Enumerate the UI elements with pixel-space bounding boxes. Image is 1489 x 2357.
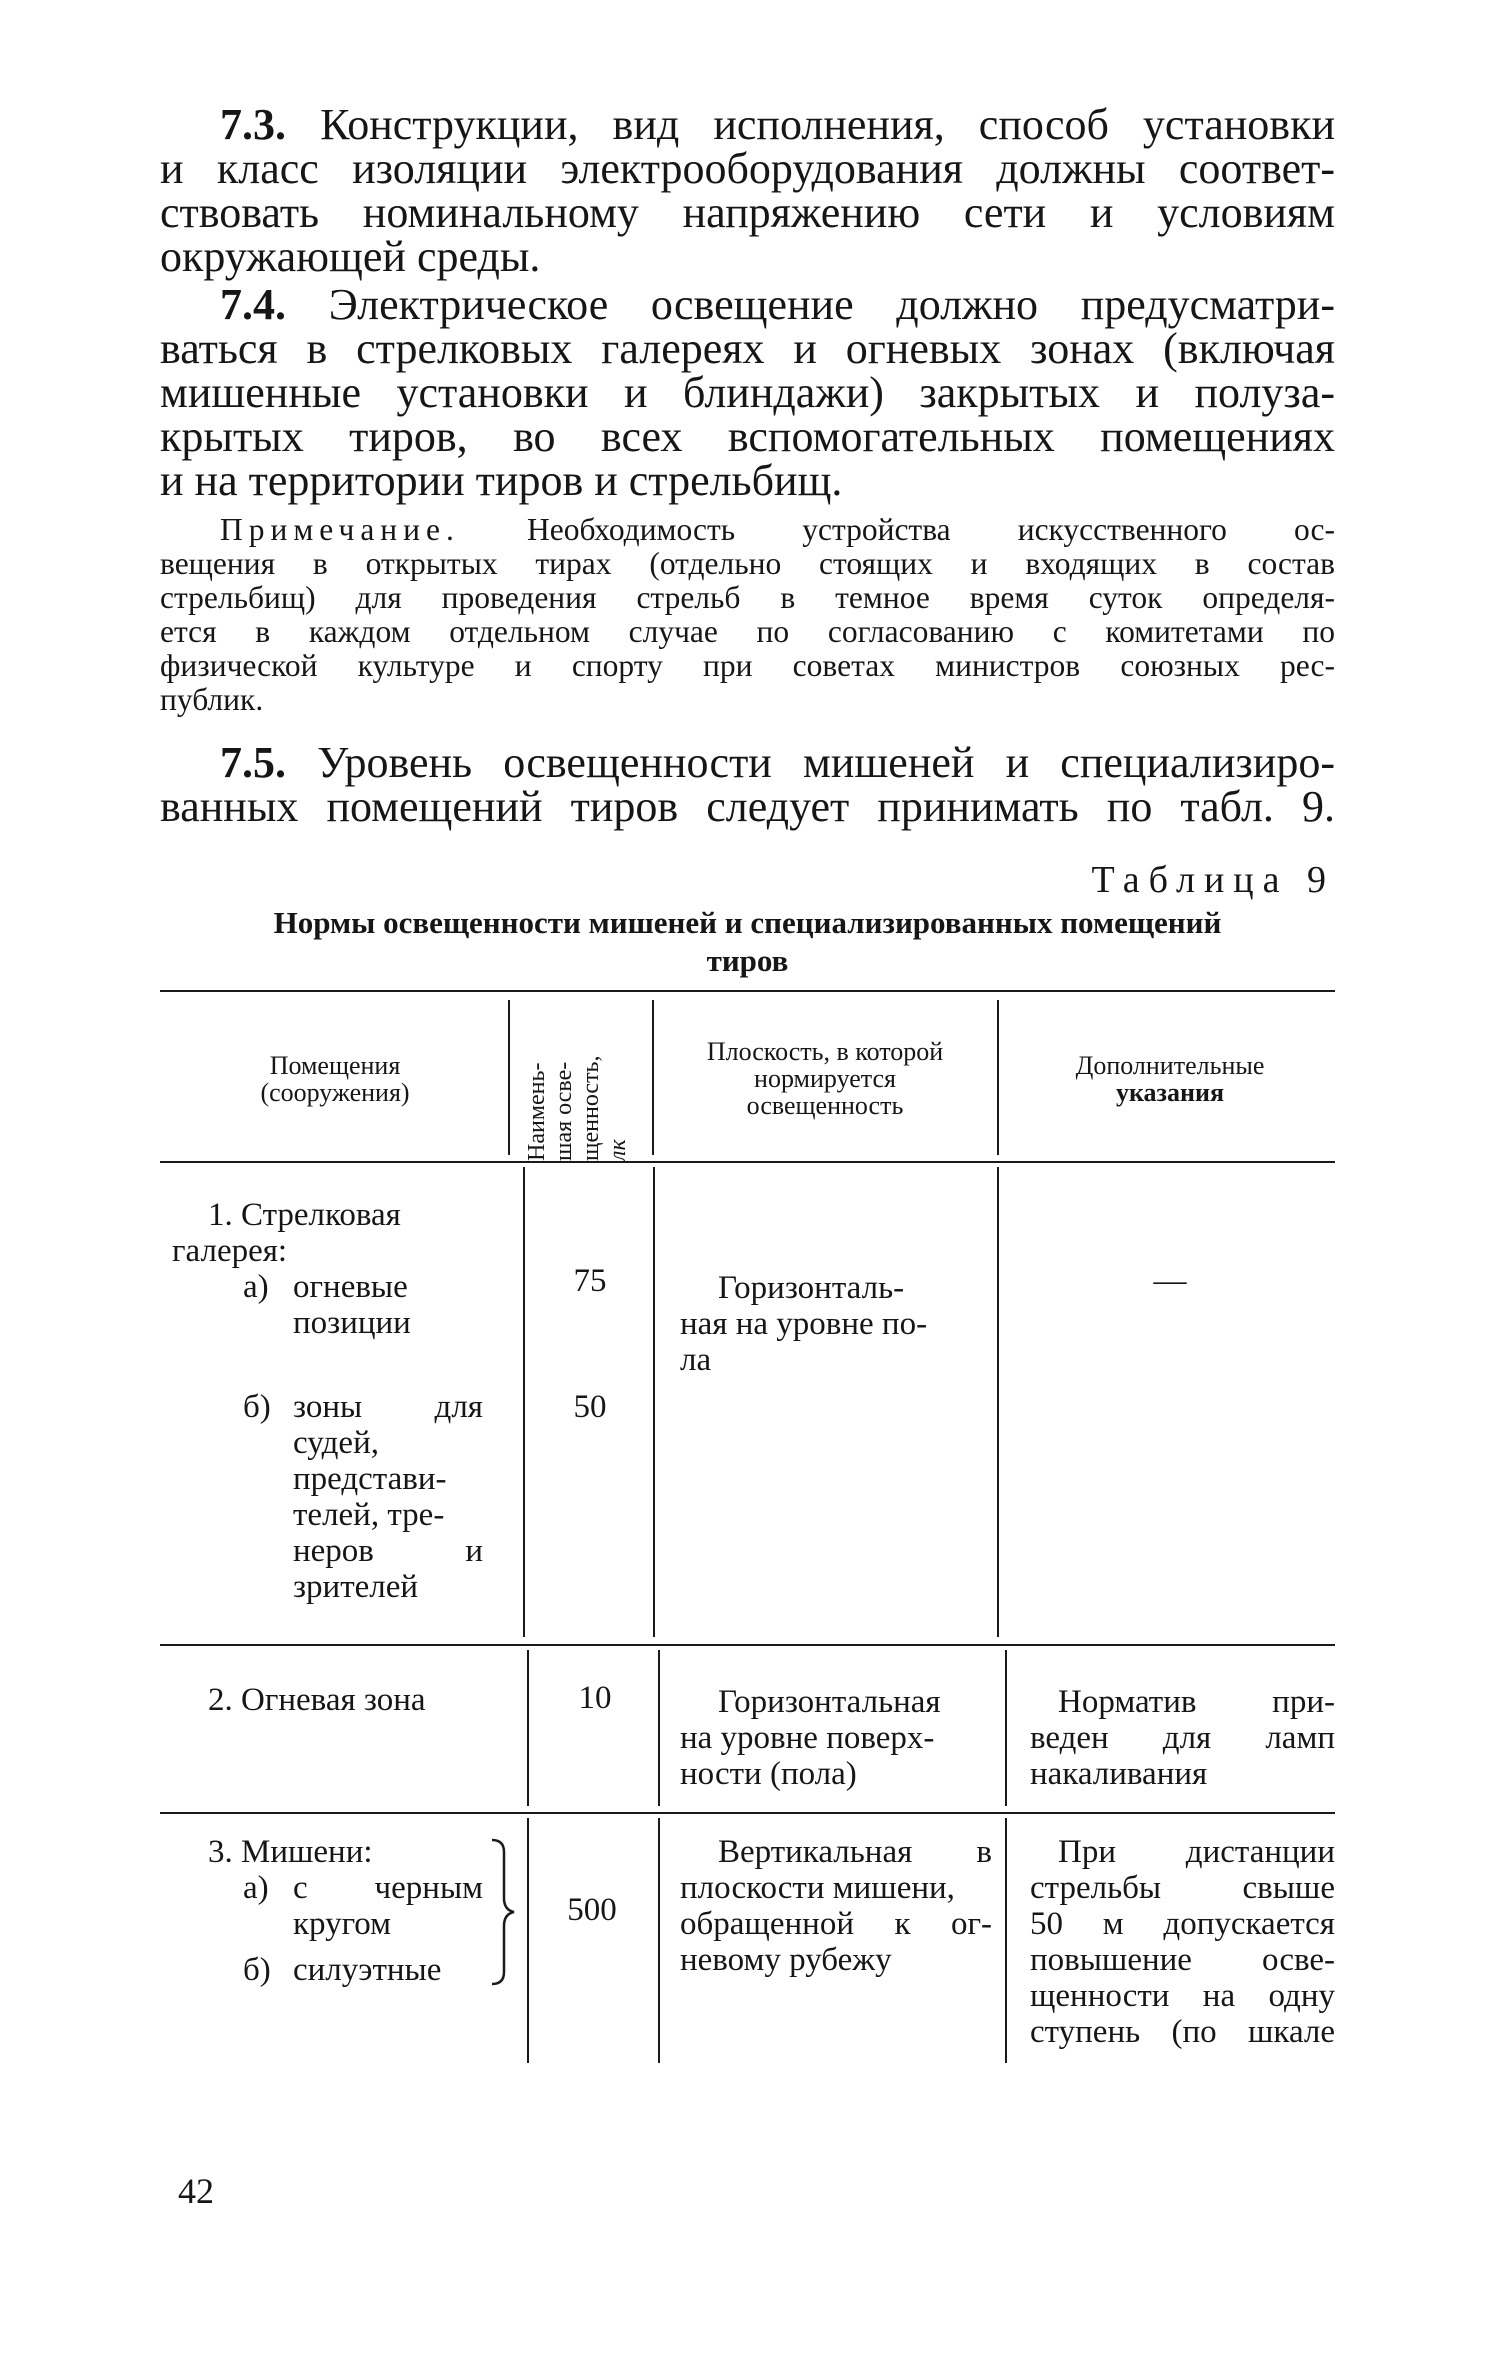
row-divider xyxy=(160,1812,1335,1814)
text-line: физической культуре и спорту при советах министров союзных рес- xyxy=(160,648,1335,683)
row3-lux: 500 xyxy=(567,1892,617,1928)
header-illuminance xyxy=(518,1009,638,1161)
row-text: веден для ламп xyxy=(1030,1720,1335,1756)
text-line: мишенные установки и блиндажи) закрытых и полуза- xyxy=(160,368,1335,417)
row-text: зрителей xyxy=(293,1569,419,1605)
text-line: ствовать номинальному напряжению сети и условиям xyxy=(160,188,1335,237)
paragraph-7-5 xyxy=(160,738,1336,831)
column-rule xyxy=(653,1167,655,1637)
row-text: телей, тре- xyxy=(293,1497,445,1533)
item-label: б) xyxy=(243,1389,271,1425)
paragraph-number: 7.5. xyxy=(220,738,286,787)
row3-item-a xyxy=(243,1870,483,1942)
row-text: судей, xyxy=(293,1425,379,1461)
row2-lux: 10 xyxy=(578,1680,612,1716)
header-text: нормируется xyxy=(754,1064,896,1093)
text-line: Необходимость устройства искусственного ос- xyxy=(526,512,1335,547)
row-text: галерея: xyxy=(172,1233,288,1269)
header-text: (сооружения) xyxy=(260,1078,410,1107)
row-text: стрельбы свыше xyxy=(1030,1870,1335,1906)
row-text: 1. Стрелковая xyxy=(208,1197,401,1233)
header-text: указания xyxy=(1115,1078,1225,1107)
note-label: Примечание. xyxy=(220,512,460,547)
header-rooms xyxy=(175,1052,495,1106)
column-rule xyxy=(523,1167,525,1637)
row-text: огневые xyxy=(293,1269,408,1305)
table-title xyxy=(160,904,1335,980)
row-text: зоны для xyxy=(293,1389,483,1425)
note xyxy=(160,513,1335,717)
row-text: плоскости мишени, xyxy=(680,1870,955,1906)
row3-extra xyxy=(1030,1834,1335,2050)
text-line: окружающей среды. xyxy=(160,232,541,281)
row-text: представи- xyxy=(293,1461,447,1497)
row-text: обращенной к ог- xyxy=(680,1906,992,1942)
table-top-rule xyxy=(160,990,1335,992)
text-line: вещения в открытых тирах (отдельно стоящих и входящих в состав xyxy=(160,546,1335,581)
header-text: щенность, xyxy=(578,1055,604,1161)
row1-lux-b: 50 xyxy=(573,1389,607,1425)
paragraph-7-4 xyxy=(160,280,1336,505)
row3-item-b xyxy=(243,1952,493,1988)
header-text: Плоскость, в которой xyxy=(706,1037,944,1066)
row-text: ступень (по шкале xyxy=(1030,2014,1335,2050)
header-bottom-rule xyxy=(160,1161,1335,1163)
row-text: Вертикальная в xyxy=(718,1834,992,1870)
column-rule xyxy=(508,1000,510,1155)
row-text: неров и xyxy=(293,1533,483,1569)
row-text: Горизонталь- xyxy=(718,1270,905,1306)
row1-lux-a: 75 xyxy=(573,1263,607,1299)
row-text: с черным xyxy=(293,1870,483,1906)
table-title-line: Нормы освещенности мишеней и специализированных помещений xyxy=(273,905,1222,940)
item-label: а) xyxy=(243,1870,269,1906)
header-unit: лк xyxy=(605,1139,631,1161)
text-line: Уровень освещенности мишеней и специализиро- xyxy=(317,738,1336,787)
text-line: публик. xyxy=(160,682,264,717)
row-text: кругом xyxy=(293,1906,392,1942)
row2-room: 2. Огневая зона xyxy=(208,1682,426,1718)
row1-item-b xyxy=(243,1389,483,1605)
table-caption: Таблица 9 xyxy=(1091,859,1335,901)
row-text: Норматив при- xyxy=(1058,1684,1335,1720)
row-text: невому рубежу xyxy=(680,1942,892,1978)
text-line: ваться в стрелковых галереях и огневых зонах (включая xyxy=(160,324,1335,373)
header-plane xyxy=(660,1038,990,1119)
header-text: Дополнительные xyxy=(1075,1051,1265,1080)
paragraph-number: 7.4. xyxy=(220,280,286,329)
column-rule xyxy=(527,1650,529,1806)
row-text: Горизонтальная xyxy=(718,1684,941,1720)
column-rule xyxy=(658,1818,660,2063)
row-text: щенности на одну xyxy=(1030,1978,1335,2014)
column-rule xyxy=(1005,1650,1007,1806)
text-line: ется в каждом отдельном случае по согласованию с комитетами по xyxy=(160,614,1335,649)
table-title-line: тиров xyxy=(706,943,789,978)
text-line: и класс изоляции электрооборудования должны соответ- xyxy=(160,144,1335,193)
column-rule xyxy=(658,1650,660,1806)
text-line: и на территории тиров и стрельбищ. xyxy=(160,456,843,505)
page-number: 42 xyxy=(178,2171,214,2211)
column-rule xyxy=(997,1167,999,1637)
row-text: ла xyxy=(680,1342,712,1378)
text-line: Конструкции, вид исполнения, способ установки xyxy=(320,100,1335,149)
row-text: ная на уровне по- xyxy=(680,1306,928,1342)
text-line: стрельбищ) для проведения стрельб в темное время суток определя- xyxy=(160,580,1335,615)
text-line: ванных помещений тиров следует принимать по табл. 9. xyxy=(160,782,1335,831)
row1-plane xyxy=(680,1270,1010,1378)
item-label: а) xyxy=(243,1269,269,1305)
header-text: освещенность xyxy=(746,1091,904,1120)
row1-room xyxy=(172,1197,517,1269)
column-rule xyxy=(652,1000,654,1155)
row-text: повышение осве- xyxy=(1030,1942,1335,1978)
row3-room: 3. Мишени: xyxy=(208,1834,373,1870)
header-text: шая осве- xyxy=(551,1061,577,1161)
row2-plane xyxy=(680,1684,992,1792)
row1-extra: — xyxy=(1153,1263,1187,1299)
row-text: накаливания xyxy=(1030,1756,1208,1792)
row2-extra xyxy=(1030,1684,1335,1792)
header-extra xyxy=(1005,1052,1335,1106)
text-line: Электрическое освещение должно предусматри- xyxy=(328,280,1336,329)
row-text: При дистанции xyxy=(1058,1834,1335,1870)
row-text: силуэтные xyxy=(293,1952,442,1988)
header-text: Наимень- xyxy=(524,1062,550,1161)
item-label: б) xyxy=(243,1952,271,1988)
text-line: крытых тиров, во всех вспомогательных помещениях xyxy=(160,412,1335,461)
row3-plane xyxy=(680,1834,992,1978)
column-rule xyxy=(527,1818,529,2063)
header-text: Помещения xyxy=(269,1051,401,1080)
row-text: позиции xyxy=(293,1305,411,1341)
row1-item-a xyxy=(243,1269,493,1341)
row-text: на уровне поверх- xyxy=(680,1720,935,1756)
row-text: 50 м допускается xyxy=(1030,1906,1335,1942)
right-brace xyxy=(488,1838,518,1986)
column-rule xyxy=(1005,1818,1007,2063)
column-rule xyxy=(997,1000,999,1155)
paragraph-number: 7.3. xyxy=(220,100,286,149)
paragraph-7-3 xyxy=(160,100,1335,281)
row-text: ности (пола) xyxy=(680,1756,857,1792)
row-divider xyxy=(160,1644,1335,1646)
